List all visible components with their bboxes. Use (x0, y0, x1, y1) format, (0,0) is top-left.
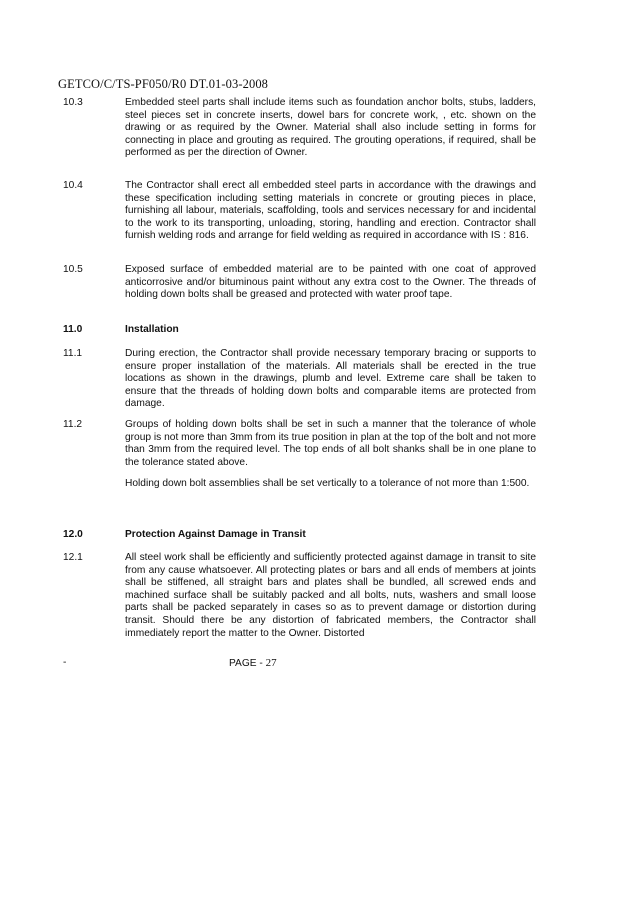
clause-body (125, 552, 536, 640)
page-number-footer (229, 657, 277, 669)
section-title: Installation (125, 324, 179, 335)
clause-paragraph: The Contractor shall erect all embedded steel parts in accordance with the drawings and these specification including setting materials in concrete or grouting pieces in place, furnishing all labour, materials, scaffolding, tools and services necessary for and incidental to the work to its transporting, unloading, storing, handling and erection. Contractor shall furnish welding rods and arrange for field welding as required in accordance with IS : 816. (125, 180, 536, 242)
clause-body (125, 419, 536, 491)
clause-paragraph: All steel work shall be efficiently and sufficiently protected against damage in transit to site from any cause whatsoever. All protecting plates or bars and all ends of members at joints shall be stiffened, all straight bars and plates shall be bundled, all screwed ends and machined surface shall be suitably packed and all bolts, nuts, washers and small loose parts shall be packed separately in cases so as to prevent damage or distortion during transit. Should there be any distortion of fabricated members, the Contractor shall immediately report the matter to the Owner. Distorted (125, 552, 536, 639)
clause-paragraph: During erection, the Contractor shall provide necessary temporary bracing or supports to ensure proper installation of the materials. All materials shall be erected in the true locations as shown in the drawings, plumb and level. Extreme care shall be taken to ensure that the threads of holding down bolts and comparable items are protected from damage. (125, 348, 536, 410)
section-number: 12.0 (63, 529, 83, 540)
clause-body (125, 264, 536, 302)
clause-body (125, 97, 536, 160)
clause-number: 12.1 (63, 552, 83, 563)
clause-body (125, 180, 536, 243)
section-title: Protection Against Damage in Transit (125, 529, 306, 540)
clause-number: 10.4 (63, 180, 83, 191)
clause-number: 11.2 (63, 419, 83, 430)
clause-paragraph: Holding down bolt assemblies shall be set vertically to a tolerance of not more than 1:500. (125, 478, 530, 490)
clause-number: 11.1 (63, 348, 83, 359)
clause-number: 10.5 (63, 264, 83, 275)
clause-number: 10.3 (63, 97, 83, 108)
section-number: 11.0 (63, 324, 83, 335)
page-number: 27 (265, 657, 277, 669)
document-reference-header: GETCO/C/TS-PF050/R0 DT.01-03-2008 (58, 77, 269, 91)
footer-dash: - (63, 657, 67, 668)
clause-paragraph: Groups of holding down bolts shall be set in such a manner that the tolerance of whole group is not more than 3mm from its true position in plan at the top of the bolt and not more than 3mm from the required level. The top ends of all bolt shanks shall be in one plane to the tolerance stated above. (125, 419, 536, 468)
clause-body (125, 348, 536, 411)
clause-paragraph: Embedded steel parts shall include items such as foundation anchor bolts, stubs, ladders, steel pieces set in concrete inserts, dowel bars for concrete work, , etc. shown on the drawing or as required by the Owner. Material shall also include setting in forms for connecting in place and grouting as required. The grouting operations, if required, shall be performed as per the direction of Owner. (125, 97, 536, 159)
clause-paragraph: Exposed surface of embedded material are to be painted with one coat of approved anticorrosive and/or bituminous paint without any extra cost to the Owner. The threads of holding down bolts shall be greased and protected with water proof tape. (125, 264, 536, 301)
page-label: PAGE - (229, 658, 266, 669)
